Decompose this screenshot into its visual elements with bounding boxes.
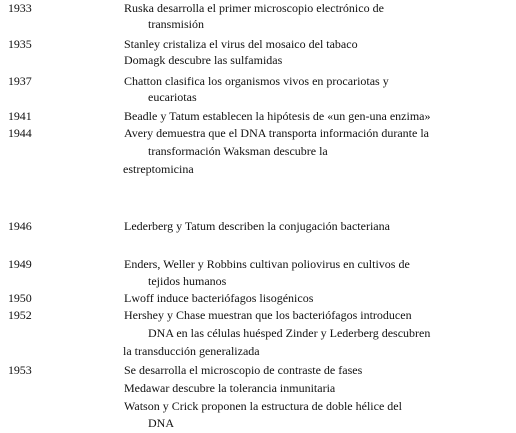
event-text: Ruska desarrolla el primer microscopio electrónico de [124,1,384,15]
event-text: Lederberg y Tatum describen la conjugación bacteriana [124,219,390,233]
year-label: 1950 [8,291,32,305]
event-text: eucariotas [148,90,197,104]
event-text: Se desarrolla el microscopio de contraste de fases [124,363,363,377]
year-label: 1953 [8,363,32,377]
event-text: tejidos humanos [148,274,227,288]
event-text: DNA en las células huésped Zinder y Lederberg descubren [148,326,431,340]
event-text: DNA [148,416,174,430]
event-text: Watson y Crick proponen la estructura de doble hélice del [124,399,402,413]
year-label: 1944 [8,126,32,140]
year-label: 1952 [8,308,32,322]
event-text: Avery demuestra que el DNA transporta información durante la [124,126,430,140]
event-text: la transducción generalizada [123,344,260,358]
event-text: Beadle y Tatum establecen la hipótesis de «un gen-una enzima» [124,109,431,123]
event-text: Chatton clasifica los organismos vivos en procariotas y [124,74,389,88]
event-text: Lwoff induce bacteriófagos lisogénicos [124,291,314,305]
event-text: Hershey y Chase muestran que los bacteriófagos introducen [124,308,412,322]
year-label: 1946 [8,219,32,233]
event-text: transmisión [148,17,204,31]
event-text: Medawar descubre la tolerancia inmunitaria [124,381,336,395]
year-label: 1937 [8,74,32,88]
event-text: Domagk descubre las sulfamidas [124,53,283,67]
year-label: 1933 [8,1,32,15]
year-label: 1949 [8,257,32,271]
year-label: 1935 [8,37,32,51]
year-label: 1941 [8,109,32,123]
event-text: Enders, Weller y Robbins cultivan poliovirus en cultivos de [124,257,410,271]
event-text: estreptomicina [123,162,194,176]
event-text: transformación Waksman descubre la [148,144,328,158]
event-text: Stanley cristaliza el virus del mosaico del tabaco [124,37,358,51]
